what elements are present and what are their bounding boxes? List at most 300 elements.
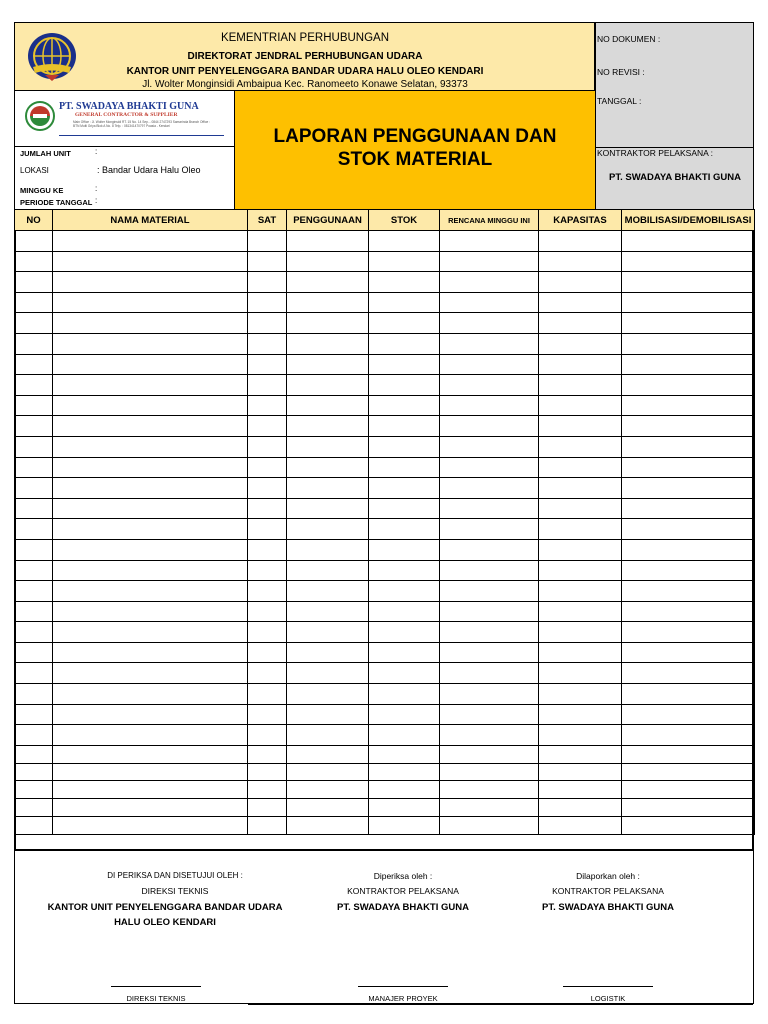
table-cell[interactable] [287, 684, 369, 705]
sig3-role: KONTRAKTOR PELAKSANA [552, 886, 664, 896]
table-cell[interactable] [369, 416, 440, 437]
table-cell[interactable] [539, 622, 622, 643]
signature-section [15, 849, 753, 1003]
table-cell[interactable] [440, 601, 539, 622]
table-cell[interactable] [287, 817, 369, 835]
table-cell[interactable] [539, 375, 622, 396]
table-cell[interactable] [53, 745, 248, 763]
table-cell[interactable] [369, 799, 440, 817]
col-header-kapasitas: KAPASITAS [539, 210, 622, 231]
table-cell[interactable] [539, 333, 622, 354]
table-cell[interactable] [53, 581, 248, 602]
table-cell[interactable] [287, 781, 369, 799]
table-cell[interactable] [53, 560, 248, 581]
table-cell[interactable] [369, 781, 440, 799]
table-cell[interactable] [15, 436, 53, 457]
col-header-sat: SAT [248, 210, 287, 231]
form-fields [15, 147, 235, 209]
table-cell[interactable] [15, 642, 53, 663]
table-cell[interactable] [15, 272, 53, 293]
sig3-org-line-1: PT. SWADAYA BHAKTI GUNA [542, 902, 674, 913]
table-cell[interactable] [248, 416, 287, 437]
sig2-heading: Diperiksa oleh : [373, 871, 433, 881]
table-cell[interactable] [369, 622, 440, 643]
table-cell[interactable] [53, 519, 248, 540]
table-cell[interactable] [15, 292, 53, 313]
table-cell[interactable] [53, 478, 248, 499]
table-cell[interactable] [248, 560, 287, 581]
table-cell[interactable] [15, 725, 53, 746]
no-dokumen-label: NO DOKUMEN : [597, 34, 661, 44]
table-cell[interactable] [369, 251, 440, 272]
table-header-row [15, 210, 755, 231]
table-cell[interactable] [287, 799, 369, 817]
table-cell[interactable] [622, 581, 755, 602]
table-cell[interactable] [15, 581, 53, 602]
table-cell[interactable] [622, 313, 755, 334]
table-cell[interactable] [539, 354, 622, 375]
table-cell[interactable] [53, 333, 248, 354]
table-cell[interactable] [53, 817, 248, 835]
table-cell[interactable] [248, 375, 287, 396]
table-cell[interactable] [369, 436, 440, 457]
table-cell[interactable] [287, 395, 369, 416]
table-cell[interactable] [248, 581, 287, 602]
table-cell[interactable] [539, 251, 622, 272]
table-cell[interactable] [15, 663, 53, 684]
table-cell[interactable] [15, 416, 53, 437]
table-cell[interactable] [248, 251, 287, 272]
table-cell[interactable] [248, 231, 287, 252]
table-cell[interactable] [440, 457, 539, 478]
table-cell[interactable] [369, 601, 440, 622]
company-logo-tagline: GENERAL CONTRACTOR & SUPPLIER [75, 112, 178, 118]
table-cell[interactable] [440, 498, 539, 519]
table-cell[interactable] [53, 354, 248, 375]
table-cell[interactable] [440, 581, 539, 602]
table-cell[interactable] [622, 817, 755, 835]
table-cell[interactable] [369, 457, 440, 478]
table-cell[interactable] [440, 333, 539, 354]
table-row [15, 354, 755, 375]
table-cell[interactable] [539, 498, 622, 519]
table-cell[interactable] [15, 799, 53, 817]
table-cell[interactable] [622, 745, 755, 763]
table-cell[interactable] [539, 781, 622, 799]
table-cell[interactable] [539, 395, 622, 416]
table-cell[interactable] [53, 498, 248, 519]
table-cell[interactable] [15, 375, 53, 396]
table-cell[interactable] [622, 292, 755, 313]
table-cell[interactable] [369, 642, 440, 663]
table-row [15, 436, 755, 457]
table-cell[interactable] [622, 333, 755, 354]
table-cell[interactable] [15, 539, 53, 560]
table-cell[interactable] [369, 231, 440, 252]
field-minggu-ke-label: MINGGU KE [20, 186, 64, 195]
table-cell[interactable] [622, 519, 755, 540]
table-cell[interactable] [622, 457, 755, 478]
table-cell[interactable] [440, 642, 539, 663]
table-cell[interactable] [622, 781, 755, 799]
company-logo-cell [15, 91, 235, 147]
table-cell[interactable] [369, 684, 440, 705]
table-cell[interactable] [539, 457, 622, 478]
table-cell[interactable] [287, 581, 369, 602]
table-cell[interactable] [622, 642, 755, 663]
col-header-stok: STOK [369, 210, 440, 231]
kontraktor-name: PT. SWADAYA BHAKTI GUNA [609, 172, 741, 183]
table-cell[interactable] [53, 272, 248, 293]
table-cell[interactable] [369, 704, 440, 725]
table-cell[interactable] [53, 416, 248, 437]
table-cell[interactable] [539, 684, 622, 705]
table-cell[interactable] [287, 251, 369, 272]
table-cell[interactable] [53, 231, 248, 252]
table-cell[interactable] [539, 231, 622, 252]
table-cell[interactable] [248, 781, 287, 799]
table-cell[interactable] [622, 498, 755, 519]
table-cell[interactable] [369, 354, 440, 375]
table-cell[interactable] [15, 781, 53, 799]
table-cell[interactable] [287, 457, 369, 478]
table-cell[interactable] [248, 519, 287, 540]
table-row [15, 333, 755, 354]
company-logo-name: PT. SWADAYA BHAKTI GUNA [59, 101, 199, 112]
table-cell[interactable] [622, 436, 755, 457]
table-cell[interactable] [287, 272, 369, 293]
table-cell[interactable] [15, 251, 53, 272]
table-cell[interactable] [539, 642, 622, 663]
table-cell[interactable] [248, 799, 287, 817]
sig2-signer: MANAJER PROYEK [368, 994, 438, 1003]
table-cell[interactable] [440, 292, 539, 313]
table-cell[interactable] [248, 498, 287, 519]
table-cell[interactable] [53, 642, 248, 663]
no-revisi-label: NO REVISI : [597, 67, 645, 77]
table-cell[interactable] [248, 601, 287, 622]
sig3-signature-line [563, 986, 653, 987]
company-logo-rule [59, 135, 224, 136]
table-cell[interactable] [287, 663, 369, 684]
table-cell[interactable] [248, 642, 287, 663]
table-cell[interactable] [440, 436, 539, 457]
table-cell[interactable] [248, 763, 287, 781]
table-cell[interactable] [287, 601, 369, 622]
table-cell[interactable] [622, 704, 755, 725]
table-cell[interactable] [539, 539, 622, 560]
table-row [15, 601, 755, 622]
table-cell[interactable] [622, 684, 755, 705]
table-cell[interactable] [622, 725, 755, 746]
table-cell[interactable] [622, 601, 755, 622]
table-row [15, 272, 755, 293]
table-cell[interactable] [440, 539, 539, 560]
table-cell[interactable] [440, 560, 539, 581]
table-cell[interactable] [440, 416, 539, 437]
sig1-heading: DI PERIKSA DAN DISETUJUI OLEH : [107, 871, 243, 880]
table-cell[interactable] [15, 745, 53, 763]
table-cell[interactable] [15, 395, 53, 416]
table-row [15, 763, 755, 781]
table-cell[interactable] [622, 539, 755, 560]
table-cell[interactable] [369, 375, 440, 396]
table-cell[interactable] [15, 313, 53, 334]
table-cell[interactable] [539, 478, 622, 499]
kontraktor-label: KONTRAKTOR PELAKSANA : [597, 148, 714, 158]
table-cell[interactable] [440, 817, 539, 835]
table-cell[interactable] [622, 272, 755, 293]
report-title-line-2: STOK MATERIAL [337, 149, 493, 170]
field-lokasi-label: LOKASI [20, 166, 49, 175]
document-info-box [595, 23, 753, 147]
table-cell[interactable] [287, 560, 369, 581]
table-row [15, 231, 755, 252]
table-cell[interactable] [15, 333, 53, 354]
table-cell[interactable] [248, 663, 287, 684]
table-cell[interactable] [53, 684, 248, 705]
ministry-line-3: KANTOR UNIT PENYELENGGARA BANDAR UDARA HALU OLEO KENDARI [126, 66, 484, 77]
table-cell[interactable] [622, 622, 755, 643]
table-row [15, 725, 755, 746]
table-cell[interactable] [369, 560, 440, 581]
table-cell[interactable] [622, 354, 755, 375]
table-cell[interactable] [539, 581, 622, 602]
table-cell[interactable] [369, 498, 440, 519]
table-cell[interactable] [15, 684, 53, 705]
table-cell[interactable] [15, 763, 53, 781]
sig1-signer: DIREKSI TEKNIS [126, 994, 186, 1003]
col-header-mobilisasi: MOBILISASI/DEMOBILISASI [622, 210, 755, 231]
table-cell[interactable] [369, 333, 440, 354]
table-cell[interactable] [369, 395, 440, 416]
table-cell[interactable] [539, 416, 622, 437]
table-cell[interactable] [369, 817, 440, 835]
table-cell[interactable] [539, 663, 622, 684]
table-cell[interactable] [622, 560, 755, 581]
table-cell[interactable] [248, 478, 287, 499]
table-cell[interactable] [248, 313, 287, 334]
table-cell[interactable] [287, 354, 369, 375]
table-row [15, 251, 755, 272]
table-cell[interactable] [287, 375, 369, 396]
table-cell[interactable] [369, 539, 440, 560]
table-cell[interactable] [287, 642, 369, 663]
table-cell[interactable] [369, 478, 440, 499]
table-row [15, 375, 755, 396]
table-cell[interactable] [287, 313, 369, 334]
table-cell[interactable] [53, 539, 248, 560]
field-periode-tanggal-colon: : [95, 196, 98, 205]
sig1-signature-line [111, 986, 201, 987]
table-cell[interactable] [440, 684, 539, 705]
table-cell[interactable] [248, 333, 287, 354]
table-cell[interactable] [15, 704, 53, 725]
table-cell[interactable] [369, 763, 440, 781]
table-cell[interactable] [622, 251, 755, 272]
table-cell[interactable] [622, 763, 755, 781]
table-cell[interactable] [440, 354, 539, 375]
table-cell[interactable] [539, 799, 622, 817]
table-cell[interactable] [440, 725, 539, 746]
table-cell[interactable] [622, 231, 755, 252]
table-cell[interactable] [287, 539, 369, 560]
table-row [15, 539, 755, 560]
table-cell[interactable] [622, 375, 755, 396]
table-cell[interactable] [53, 704, 248, 725]
table-cell[interactable] [369, 663, 440, 684]
table-cell[interactable] [369, 272, 440, 293]
table-row [15, 799, 755, 817]
table-cell[interactable] [539, 817, 622, 835]
table-cell[interactable] [53, 622, 248, 643]
table-cell[interactable] [53, 313, 248, 334]
table-cell[interactable] [15, 498, 53, 519]
table-cell[interactable] [15, 478, 53, 499]
sig3-signer: LOGISTIK [590, 994, 626, 1003]
table-cell[interactable] [248, 436, 287, 457]
table-cell[interactable] [53, 781, 248, 799]
table-cell[interactable] [539, 272, 622, 293]
table-cell[interactable] [539, 519, 622, 540]
table-cell[interactable] [287, 704, 369, 725]
table-cell[interactable] [287, 436, 369, 457]
table-cell[interactable] [15, 354, 53, 375]
table-cell[interactable] [440, 763, 539, 781]
table-cell[interactable] [440, 272, 539, 293]
table-cell[interactable] [248, 622, 287, 643]
table-cell[interactable] [287, 745, 369, 763]
table-cell[interactable] [440, 313, 539, 334]
table-cell[interactable] [622, 799, 755, 817]
table-cell[interactable] [539, 560, 622, 581]
table-cell[interactable] [539, 313, 622, 334]
table-cell[interactable] [15, 231, 53, 252]
table-cell[interactable] [539, 725, 622, 746]
table-cell[interactable] [369, 725, 440, 746]
table-cell[interactable] [248, 704, 287, 725]
table-cell[interactable] [53, 436, 248, 457]
table-cell[interactable] [440, 395, 539, 416]
table-cell[interactable] [248, 539, 287, 560]
field-jumlah-unit-label: JUMLAH UNIT [20, 149, 71, 158]
ministry-line-2: DIREKTORAT JENDRAL PERHUBUNGAN UDARA [187, 51, 423, 62]
table-cell[interactable] [53, 251, 248, 272]
table-row [15, 684, 755, 705]
table-cell[interactable] [369, 581, 440, 602]
table-cell[interactable] [440, 478, 539, 499]
table-row [15, 622, 755, 643]
table-cell[interactable] [53, 457, 248, 478]
table-cell[interactable] [287, 763, 369, 781]
table-cell[interactable] [15, 817, 53, 835]
table-cell[interactable] [539, 292, 622, 313]
table-cell[interactable] [622, 478, 755, 499]
table-cell[interactable] [539, 763, 622, 781]
table-cell[interactable] [440, 745, 539, 763]
table-row [15, 313, 755, 334]
sig2-role: KONTRAKTOR PELAKSANA [347, 886, 459, 896]
table-cell[interactable] [539, 601, 622, 622]
table-cell[interactable] [53, 292, 248, 313]
table-cell[interactable] [53, 799, 248, 817]
table-cell[interactable] [287, 478, 369, 499]
table-cell[interactable] [287, 231, 369, 252]
table-cell[interactable] [248, 745, 287, 763]
table-row [15, 478, 755, 499]
table-cell[interactable] [539, 704, 622, 725]
table-cell[interactable] [539, 436, 622, 457]
table-row [15, 395, 755, 416]
table-cell[interactable] [287, 333, 369, 354]
table-cell[interactable] [440, 799, 539, 817]
table-cell[interactable] [248, 272, 287, 293]
table-cell[interactable] [53, 663, 248, 684]
table-cell[interactable] [53, 601, 248, 622]
table-cell[interactable] [369, 519, 440, 540]
contractor-box [595, 147, 753, 209]
table-cell[interactable] [15, 601, 53, 622]
table-cell[interactable] [622, 395, 755, 416]
sig2-org-line-1: PT. SWADAYA BHAKTI GUNA [337, 902, 469, 913]
table-cell[interactable] [287, 519, 369, 540]
table-cell[interactable] [440, 781, 539, 799]
table-cell[interactable] [248, 457, 287, 478]
table-cell[interactable] [53, 375, 248, 396]
table-cell[interactable] [15, 457, 53, 478]
table-cell[interactable] [15, 560, 53, 581]
ministry-address: Jl. Wolter Monginsidi Ambaipua Kec. Ranomeeto Konawe Selatan, 93373 [142, 79, 468, 90]
table-cell[interactable] [440, 251, 539, 272]
sig1-role: DIREKSI TEKNIS [141, 886, 209, 896]
table-cell[interactable] [539, 745, 622, 763]
table-row [15, 642, 755, 663]
table-cell[interactable] [248, 725, 287, 746]
table-cell[interactable] [248, 817, 287, 835]
table-cell[interactable] [369, 313, 440, 334]
table-cell[interactable] [15, 519, 53, 540]
table-cell[interactable] [440, 663, 539, 684]
table-cell[interactable] [622, 416, 755, 437]
tanggal-label: TANGGAL : [597, 96, 642, 106]
table-cell[interactable] [440, 519, 539, 540]
table-cell[interactable] [53, 763, 248, 781]
table-cell[interactable] [287, 498, 369, 519]
table-cell[interactable] [248, 292, 287, 313]
table-cell[interactable] [287, 725, 369, 746]
table-cell[interactable] [248, 354, 287, 375]
table-cell[interactable] [15, 622, 53, 643]
table-cell[interactable] [440, 704, 539, 725]
table-row [15, 519, 755, 540]
table-cell[interactable] [287, 416, 369, 437]
table-cell[interactable] [622, 663, 755, 684]
table-cell[interactable] [440, 375, 539, 396]
bottom-rule [248, 1003, 753, 1005]
table-cell[interactable] [369, 745, 440, 763]
table-row [15, 498, 755, 519]
table-cell[interactable] [369, 292, 440, 313]
table-cell[interactable] [53, 725, 248, 746]
table-cell[interactable] [440, 622, 539, 643]
table-cell[interactable] [287, 292, 369, 313]
field-minggu-ke-colon: : [95, 184, 98, 193]
table-cell[interactable] [53, 395, 248, 416]
table-cell[interactable] [440, 231, 539, 252]
table-cell[interactable] [248, 395, 287, 416]
table-cell[interactable] [287, 622, 369, 643]
table-cell[interactable] [248, 684, 287, 705]
